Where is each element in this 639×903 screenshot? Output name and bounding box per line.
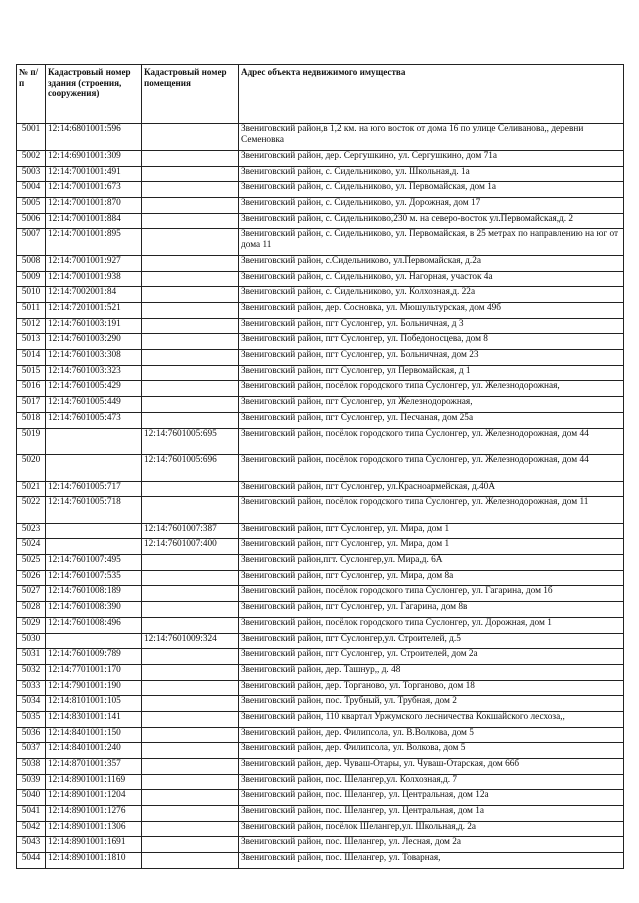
address-cell: Звениговский район, дер. Сергушкино, ул. Сергушкино, дом 71а [239, 151, 624, 167]
row-number-cell: 5038 [17, 759, 46, 775]
table-body [17, 124, 624, 869]
address-cell: Звениговский район, пгт Суслонгер, ул. Больничная, дом 23 [239, 350, 624, 366]
table-row [17, 255, 624, 271]
table-row [17, 696, 624, 712]
room-cadastral-cell [142, 837, 239, 853]
row-number-cell: 5030 [17, 633, 46, 649]
room-cadastral-cell [142, 381, 239, 397]
address-cell: Звениговский район, дер. Филипсола, ул. В.Волкова, дом 5 [239, 727, 624, 743]
row-number-cell: 5039 [17, 774, 46, 790]
address-cell: Звениговский район, с. Сидельниково,230 м. на северо-восток ул.Первомайская,д. 2 [239, 213, 624, 229]
address-cell: Звениговский район, пгт Суслонгер, ул. Мира, дом 1 [239, 539, 624, 555]
table-row [17, 397, 624, 413]
room-cadastral-cell [142, 727, 239, 743]
row-number-cell: 5009 [17, 271, 46, 287]
building-cadastral-cell: 12:14:8701001:357 [46, 759, 142, 775]
row-number-cell: 5002 [17, 151, 46, 167]
room-cadastral-cell [142, 350, 239, 366]
table-row [17, 428, 624, 455]
address-cell: Звениговский район, дер. Торганово, ул. Торганово, дом 18 [239, 680, 624, 696]
address-cell: Звениговский район,пгт. Суслонгер,ул. Мира,д. 6А [239, 555, 624, 571]
row-number-cell: 5044 [17, 853, 46, 869]
table-row [17, 727, 624, 743]
building-cadastral-cell: 12:14:7601003:308 [46, 350, 142, 366]
address-cell: Звениговский район, пос. Шелангер, ул. Центральная, дом 1а [239, 806, 624, 822]
room-cadastral-cell [142, 481, 239, 497]
address-cell: Звениговский район, пгт Суслонгер, ул Первомайская, д 1 [239, 365, 624, 381]
room-cadastral-cell [142, 774, 239, 790]
room-cadastral-cell [142, 790, 239, 806]
room-cadastral-cell [142, 124, 239, 151]
table-row [17, 350, 624, 366]
room-cadastral-cell [142, 664, 239, 680]
address-cell: Звениговский район, пгт Суслонгер, ул. Победоносцева, дом 8 [239, 334, 624, 350]
building-cadastral-cell: 12:14:8901001:1169 [46, 774, 142, 790]
building-cadastral-cell: 12:14:7601007:535 [46, 570, 142, 586]
building-cadastral-cell: 12:14:8901001:1204 [46, 790, 142, 806]
address-cell: Звениговский район, пос. Трубный, ул. Трубная, дом 2 [239, 696, 624, 712]
address-cell: Звениговский район, пгт Суслонгер, ул.Красноармейская, д.40А [239, 481, 624, 497]
table-row [17, 455, 624, 482]
address-cell: Звениговский район, посёлок городского типа Суслонгер, ул. Дорожная, дом 1 [239, 617, 624, 633]
address-cell: Звениговский район, пгт Суслонгер,ул. Строителей, д.5 [239, 633, 624, 649]
room-cadastral-cell [142, 255, 239, 271]
room-cadastral-cell [142, 229, 239, 256]
building-cadastral-cell: 12:14:7002001:84 [46, 287, 142, 303]
table-row [17, 617, 624, 633]
building-cadastral-cell: 12:14:7001001:895 [46, 229, 142, 256]
room-cadastral-cell: 12:14:7601005:695 [142, 428, 239, 455]
header-building-cadastral: Кадастровый номер здания (строения, сооружения) [46, 65, 142, 124]
room-cadastral-cell [142, 271, 239, 287]
table-row [17, 213, 624, 229]
row-number-cell: 5011 [17, 303, 46, 319]
building-cadastral-cell: 12:14:7601005:717 [46, 481, 142, 497]
table-row [17, 124, 624, 151]
row-number-cell: 5006 [17, 213, 46, 229]
row-number-cell: 5001 [17, 124, 46, 151]
building-cadastral-cell [46, 455, 142, 482]
table-row [17, 318, 624, 334]
address-cell: Звениговский район, пгт Суслонгер, ул. Больничная, д 3 [239, 318, 624, 334]
row-number-cell: 5035 [17, 711, 46, 727]
row-number-cell: 5025 [17, 555, 46, 571]
table-row [17, 806, 624, 822]
address-cell: Звениговский район, 110 квартал Уржумского лесничества Кокшайского лесхоза,, [239, 711, 624, 727]
address-cell: Звениговский район, с. Сидельниково, ул. Дорожная, дом 17 [239, 198, 624, 214]
address-cell: Звениговский район, дер. Ташнур,, д. 48 [239, 664, 624, 680]
building-cadastral-cell: 12:14:7001001:884 [46, 213, 142, 229]
row-number-cell: 5028 [17, 602, 46, 618]
address-cell: Звениговский район, пгт Суслонгер, ул. Мира, дом 1 [239, 523, 624, 539]
room-cadastral-cell: 12:14:7601005:696 [142, 455, 239, 482]
row-number-cell: 5040 [17, 790, 46, 806]
room-cadastral-cell [142, 166, 239, 182]
room-cadastral-cell [142, 318, 239, 334]
table-row [17, 586, 624, 602]
row-number-cell: 5018 [17, 412, 46, 428]
building-cadastral-cell: 12:14:8101001:105 [46, 696, 142, 712]
row-number-cell: 5003 [17, 166, 46, 182]
row-number-cell: 5020 [17, 455, 46, 482]
building-cadastral-cell: 12:14:7601005:449 [46, 397, 142, 413]
row-number-cell: 5029 [17, 617, 46, 633]
row-number-cell: 5005 [17, 198, 46, 214]
table-row [17, 166, 624, 182]
table-row [17, 711, 624, 727]
row-number-cell: 5012 [17, 318, 46, 334]
row-number-cell: 5041 [17, 806, 46, 822]
building-cadastral-cell: 12:14:7601005:718 [46, 497, 142, 524]
room-cadastral-cell [142, 806, 239, 822]
room-cadastral-cell: 12:14:7601009:324 [142, 633, 239, 649]
building-cadastral-cell: 12:14:7601008:390 [46, 602, 142, 618]
row-number-cell: 5007 [17, 229, 46, 256]
building-cadastral-cell: 12:14:7001001:927 [46, 255, 142, 271]
row-number-cell: 5037 [17, 743, 46, 759]
address-cell: Звениговский район, посёлок городского типа Суслонгер, ул. Железнодорожная, [239, 381, 624, 397]
building-cadastral-cell: 12:14:6801001:596 [46, 124, 142, 151]
table-row [17, 649, 624, 665]
room-cadastral-cell [142, 853, 239, 869]
building-cadastral-cell: 12:14:7601005:473 [46, 412, 142, 428]
building-cadastral-cell: 12:14:8401001:240 [46, 743, 142, 759]
room-cadastral-cell [142, 743, 239, 759]
property-register-table [16, 64, 624, 869]
room-cadastral-cell [142, 287, 239, 303]
row-number-cell: 5015 [17, 365, 46, 381]
building-cadastral-cell: 12:14:7901001:190 [46, 680, 142, 696]
row-number-cell: 5036 [17, 727, 46, 743]
header-address: Адрес объекта недвижимого имущества [239, 65, 624, 124]
row-number-cell: 5022 [17, 497, 46, 524]
building-cadastral-cell: 12:14:7601008:189 [46, 586, 142, 602]
building-cadastral-cell: 12:14:7601008:496 [46, 617, 142, 633]
table-row [17, 837, 624, 853]
row-number-cell: 5023 [17, 523, 46, 539]
row-number-cell: 5031 [17, 649, 46, 665]
room-cadastral-cell: 12:14:7601007:400 [142, 539, 239, 555]
table-row [17, 790, 624, 806]
table-row [17, 229, 624, 256]
address-cell: Звениговский район, дер. Филипсола, ул. Волкова, дом 5 [239, 743, 624, 759]
room-cadastral-cell [142, 151, 239, 167]
room-cadastral-cell [142, 570, 239, 586]
building-cadastral-cell: 12:14:7601007:495 [46, 555, 142, 571]
row-number-cell: 5016 [17, 381, 46, 397]
building-cadastral-cell: 12:14:7001001:938 [46, 271, 142, 287]
building-cadastral-cell: 12:14:7601009:789 [46, 649, 142, 665]
address-cell: Звениговский район, пгт Суслонгер, ул. Мира, дом 8а [239, 570, 624, 586]
building-cadastral-cell: 12:14:7001001:673 [46, 182, 142, 198]
building-cadastral-cell: 12:14:8901001:1306 [46, 821, 142, 837]
building-cadastral-cell: 12:14:7601003:290 [46, 334, 142, 350]
address-cell: Звениговский район, посёлок Шелангер,ул. Школьная,д. 2а [239, 821, 624, 837]
building-cadastral-cell: 12:14:8401001:150 [46, 727, 142, 743]
room-cadastral-cell [142, 617, 239, 633]
table-row [17, 151, 624, 167]
row-number-cell: 5013 [17, 334, 46, 350]
address-cell: Звениговский район, посёлок городского типа Суслонгер, ул. Гагарина, дом 1б [239, 586, 624, 602]
building-cadastral-cell: 12:14:7001001:870 [46, 198, 142, 214]
table-row [17, 365, 624, 381]
room-cadastral-cell [142, 821, 239, 837]
building-cadastral-cell: 12:14:7201001:521 [46, 303, 142, 319]
room-cadastral-cell [142, 303, 239, 319]
row-number-cell: 5034 [17, 696, 46, 712]
building-cadastral-cell: 12:14:7701001:170 [46, 664, 142, 680]
table-row [17, 497, 624, 524]
building-cadastral-cell: 12:14:7001001:491 [46, 166, 142, 182]
room-cadastral-cell [142, 711, 239, 727]
address-cell: Звениговский район, посёлок городского типа Суслонгер, ул. Железнодорожная, дом 11 [239, 497, 624, 524]
table-row [17, 853, 624, 869]
room-cadastral-cell [142, 334, 239, 350]
room-cadastral-cell [142, 759, 239, 775]
row-number-cell: 5042 [17, 821, 46, 837]
header-number: № п/п [17, 65, 46, 124]
building-cadastral-cell: 12:14:7601003:191 [46, 318, 142, 334]
room-cadastral-cell [142, 365, 239, 381]
table-row [17, 481, 624, 497]
row-number-cell: 5019 [17, 428, 46, 455]
row-number-cell: 5008 [17, 255, 46, 271]
building-cadastral-cell [46, 539, 142, 555]
address-cell: Звениговский район, с. Сидельниково, ул. Нагорная, участок 4а [239, 271, 624, 287]
building-cadastral-cell [46, 428, 142, 455]
row-number-cell: 5017 [17, 397, 46, 413]
table-row [17, 539, 624, 555]
table-row [17, 271, 624, 287]
building-cadastral-cell: 12:14:8901001:1691 [46, 837, 142, 853]
building-cadastral-cell: 12:14:8301001:141 [46, 711, 142, 727]
row-number-cell: 5024 [17, 539, 46, 555]
address-cell: Звениговский район, посёлок городского типа Суслонгер, ул. Железнодорожная, дом 44 [239, 428, 624, 455]
building-cadastral-cell: 12:14:6901001:309 [46, 151, 142, 167]
address-cell: Звениговский район, с.Сидельниково, ул.Первомайская, д.2а [239, 255, 624, 271]
address-cell: Звениговский район, пгт Суслонгер, ул. Строителей, дом 2а [239, 649, 624, 665]
room-cadastral-cell [142, 602, 239, 618]
address-cell: Звениговский район, пос. Шелангер, ул. Лесная, дом 2а [239, 837, 624, 853]
address-cell: Звениговский район, с. Сидельниково, ул. Школьная,д. 1а [239, 166, 624, 182]
table-row [17, 303, 624, 319]
address-cell: Звениговский район,в 1,2 км. на юго восток от дома 16 по улице Селиванова,, деревни Семеновка [239, 124, 624, 151]
address-cell: Звениговский район, пгт Суслонгер, ул Железнодорожная, [239, 397, 624, 413]
table-row [17, 759, 624, 775]
address-cell: Звениговский район, дер. Сосновка, ул. Мюшультурская, дом 49б [239, 303, 624, 319]
room-cadastral-cell [142, 412, 239, 428]
address-cell: Звениговский район, пгт Суслонгер, ул. Песчаная, дом 25а [239, 412, 624, 428]
room-cadastral-cell [142, 198, 239, 214]
address-cell: Звениговский район, пос. Шелангер, ул. Товарная, [239, 853, 624, 869]
room-cadastral-cell [142, 649, 239, 665]
row-number-cell: 5032 [17, 664, 46, 680]
table-row [17, 334, 624, 350]
table-row [17, 287, 624, 303]
table-row [17, 198, 624, 214]
table-row [17, 570, 624, 586]
address-cell: Звениговский район, с. Сидельниково, ул. Колхозная,д. 22а [239, 287, 624, 303]
room-cadastral-cell [142, 696, 239, 712]
row-number-cell: 5033 [17, 680, 46, 696]
room-cadastral-cell [142, 213, 239, 229]
address-cell: Звениговский район, пгт Суслонгер, ул. Гагарина, дом 8в [239, 602, 624, 618]
row-number-cell: 5043 [17, 837, 46, 853]
table-row [17, 774, 624, 790]
building-cadastral-cell: 12:14:8901001:1810 [46, 853, 142, 869]
building-cadastral-cell [46, 633, 142, 649]
row-number-cell: 5021 [17, 481, 46, 497]
room-cadastral-cell [142, 497, 239, 524]
table-row [17, 664, 624, 680]
table-row [17, 680, 624, 696]
building-cadastral-cell: 12:14:8901001:1276 [46, 806, 142, 822]
room-cadastral-cell: 12:14:7601007:387 [142, 523, 239, 539]
row-number-cell: 5027 [17, 586, 46, 602]
table-row [17, 523, 624, 539]
header-room-cadastral: Кадастровый номер помещения [142, 65, 239, 124]
row-number-cell: 5004 [17, 182, 46, 198]
table-row [17, 602, 624, 618]
building-cadastral-cell: 12:14:7601003:323 [46, 365, 142, 381]
room-cadastral-cell [142, 182, 239, 198]
address-cell: Звениговский район, пос. Шелангер, ул. Центральная, дом 12а [239, 790, 624, 806]
address-cell: Звениговский район, дер. Чуваш-Отары, ул. Чуваш-Отарская, дом 66б [239, 759, 624, 775]
building-cadastral-cell [46, 523, 142, 539]
address-cell: Звениговский район, с. Сидельниково, ул. Первомайская, дом 1а [239, 182, 624, 198]
table-row [17, 633, 624, 649]
table-row [17, 381, 624, 397]
row-number-cell: 5026 [17, 570, 46, 586]
row-number-cell: 5014 [17, 350, 46, 366]
address-cell: Звениговский район, пос. Шелангер,ул. Колхозная,д. 7 [239, 774, 624, 790]
table-row [17, 743, 624, 759]
room-cadastral-cell [142, 397, 239, 413]
room-cadastral-cell [142, 586, 239, 602]
table-row [17, 182, 624, 198]
table-row [17, 821, 624, 837]
building-cadastral-cell: 12:14:7601005:429 [46, 381, 142, 397]
table-header-row [17, 65, 624, 124]
address-cell: Звениговский район, с. Сидельниково, ул. Первомайская, в 25 метрах по направлению на юг от дома 11 [239, 229, 624, 256]
address-cell: Звениговский район, посёлок городского типа Суслонгер, ул. Железнодорожная, дом 44 [239, 455, 624, 482]
row-number-cell: 5010 [17, 287, 46, 303]
table-row [17, 412, 624, 428]
table-row [17, 555, 624, 571]
room-cadastral-cell [142, 555, 239, 571]
room-cadastral-cell [142, 680, 239, 696]
